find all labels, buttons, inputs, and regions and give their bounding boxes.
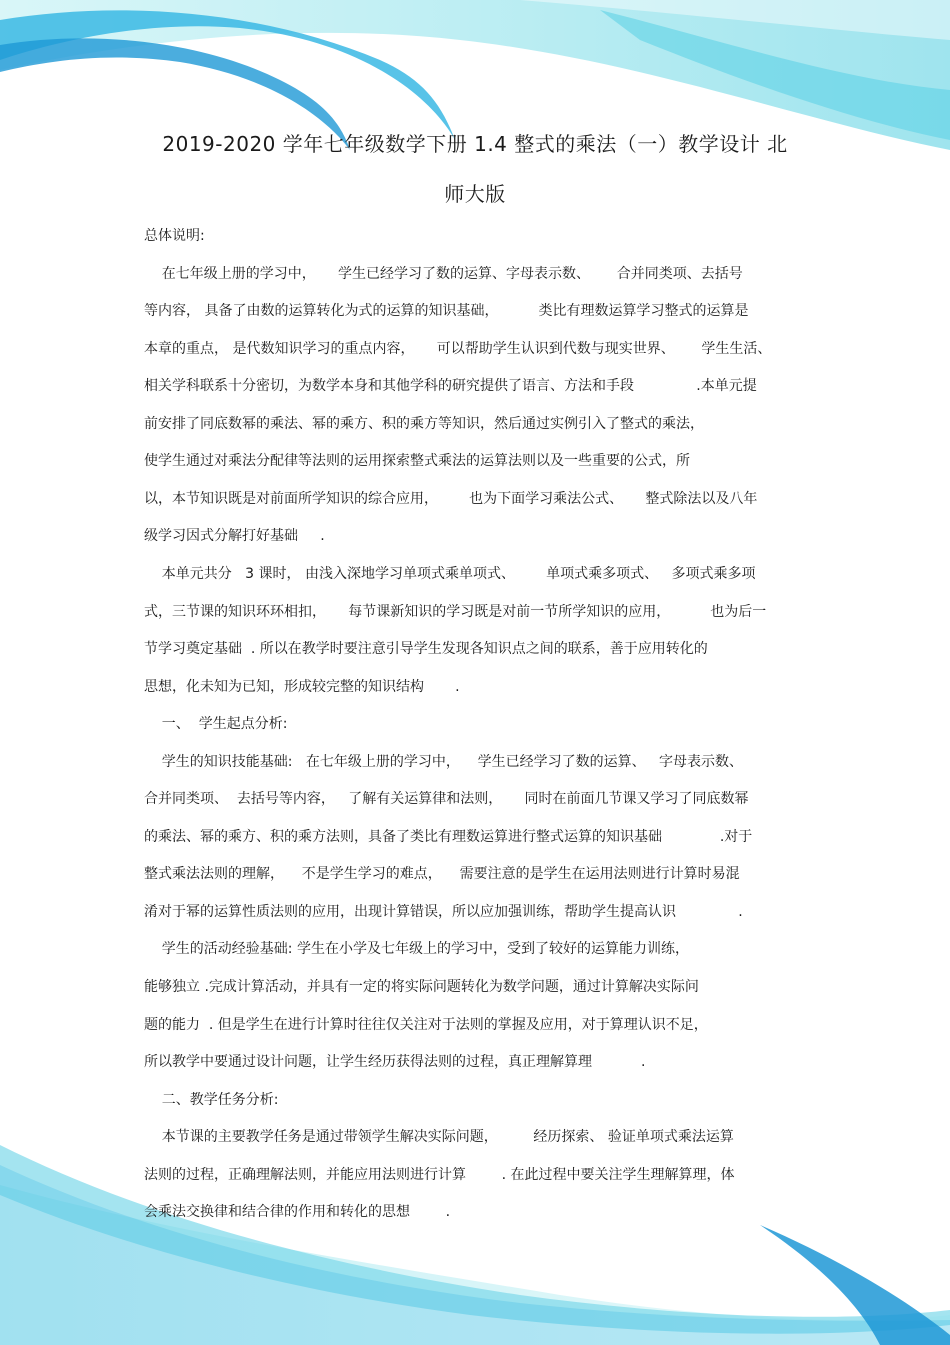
text-line: 节学习奠定基础 . 所以在教学时要注意引导学生发现各知识点之间的联系，善于应用转化的 — [144, 641, 708, 658]
text-line: 所以教学中要通过设计问题，让学生经历获得法则的过程，真正理解算理 . — [144, 1054, 646, 1071]
text-line: 本章的重点， 是代数知识学习的重点内容， 可以帮助学生认识到代数与现实世界、 学生生活、 — [144, 340, 772, 357]
text-line: 本单元共分 3 课时， 由浅入深地学习单项式乘单项式、 单项式乘多项式、 多项式乘多项 — [144, 565, 756, 582]
text-line: 会乘法交换律和结合律的作用和转化的思想 . — [144, 1204, 451, 1221]
text-line: 题的能力 . 但是学生在进行计算时往往仅关注对于法则的掌握及应用，对于算理认识不足， — [144, 1016, 708, 1033]
text-line: 整式乘法法则的理解， 不是学生学习的难点， 需要注意的是学生在运用法则进行计算时易混 — [144, 866, 740, 883]
text-line: 学生的活动经验基础: 学生在小学及七年级上的学习中，受到了较好的运算能力训练， — [144, 941, 689, 958]
document-title-line2: 师大版 — [444, 182, 506, 206]
text-line: 合并同类项、 去括号等内容， 了解有关运算律和法则， 同时在前面几节课又学习了同底数幂 — [144, 791, 749, 808]
text-line: 的乘法、幂的乘方、积的乘方法则，具备了类比有理数运算进行整式运算的知识基础 .对于 — [144, 828, 753, 845]
text-line: 在七年级上册的学习中， 学生已经学习了数的运算、字母表示数、 合并同类项、去括号 — [144, 265, 743, 282]
document-title-line1: 2019-2020 学年七年级数学下册 1.4 整式的乘法（一）教学设计 北 — [162, 132, 788, 156]
text-line: 二、教学任务分析: — [144, 1091, 279, 1108]
text-line: 使学生通过对乘法分配律等法则的运用探索整式乘法的运算法则以及一些重要的公式，所 — [144, 453, 690, 470]
text-line: 级学习因式分解打好基础 . — [144, 528, 325, 545]
text-line: 式，三节课的知识环环相扣， 每节课新知识的学习既是对前一节所学知识的应用， 也为后一 — [144, 603, 767, 620]
text-line: 法则的过程，正确理解法则，并能应用法则进行计算 . 在此过程中要关注学生理解算理，体 — [144, 1166, 735, 1183]
text-line: 以，本节知识既是对前面所学知识的综合应用， 也为下面学习乘法公式、 整式除法以及八年 — [144, 490, 758, 507]
text-line: 思想，化未知为已知，形成较完整的知识结构 . — [144, 678, 460, 695]
text-line: 总体说明: — [144, 228, 205, 244]
text-line: 能够独立 .完成计算活动，并具有一定的将实际问题转化为数学问题，通过计算解决实际问 — [144, 979, 699, 995]
text-line: 等内容， 具备了由数的运算转化为式的运算的知识基础， 类比有理数运算学习整式的运算是 — [144, 303, 749, 320]
text-line: 一、 学生起点分析: — [144, 716, 288, 733]
text-line: 淆对于幂的运算性质法则的应用，出现计算错误，所以应加强训练，帮助学生提高认识 . — [144, 903, 743, 920]
text-line: 前安排了同底数幂的乘法、幂的乘方、积的乘方等知识，然后通过实例引入了整式的乘法， — [144, 415, 704, 432]
text-line: 学生的知识技能基础: 在七年级上册的学习中， 学生已经学习了数的运算、 字母表示数、 — [144, 753, 744, 770]
text-line: 相关学科联系十分密切，为数学本身和其他学科的研究提供了语言、方法和手段 .本单元提 — [144, 378, 757, 395]
text-line: 本节课的主要教学任务是通过带领学生解决实际问题， 经历探索、 验证单项式乘法运算 — [144, 1129, 734, 1146]
